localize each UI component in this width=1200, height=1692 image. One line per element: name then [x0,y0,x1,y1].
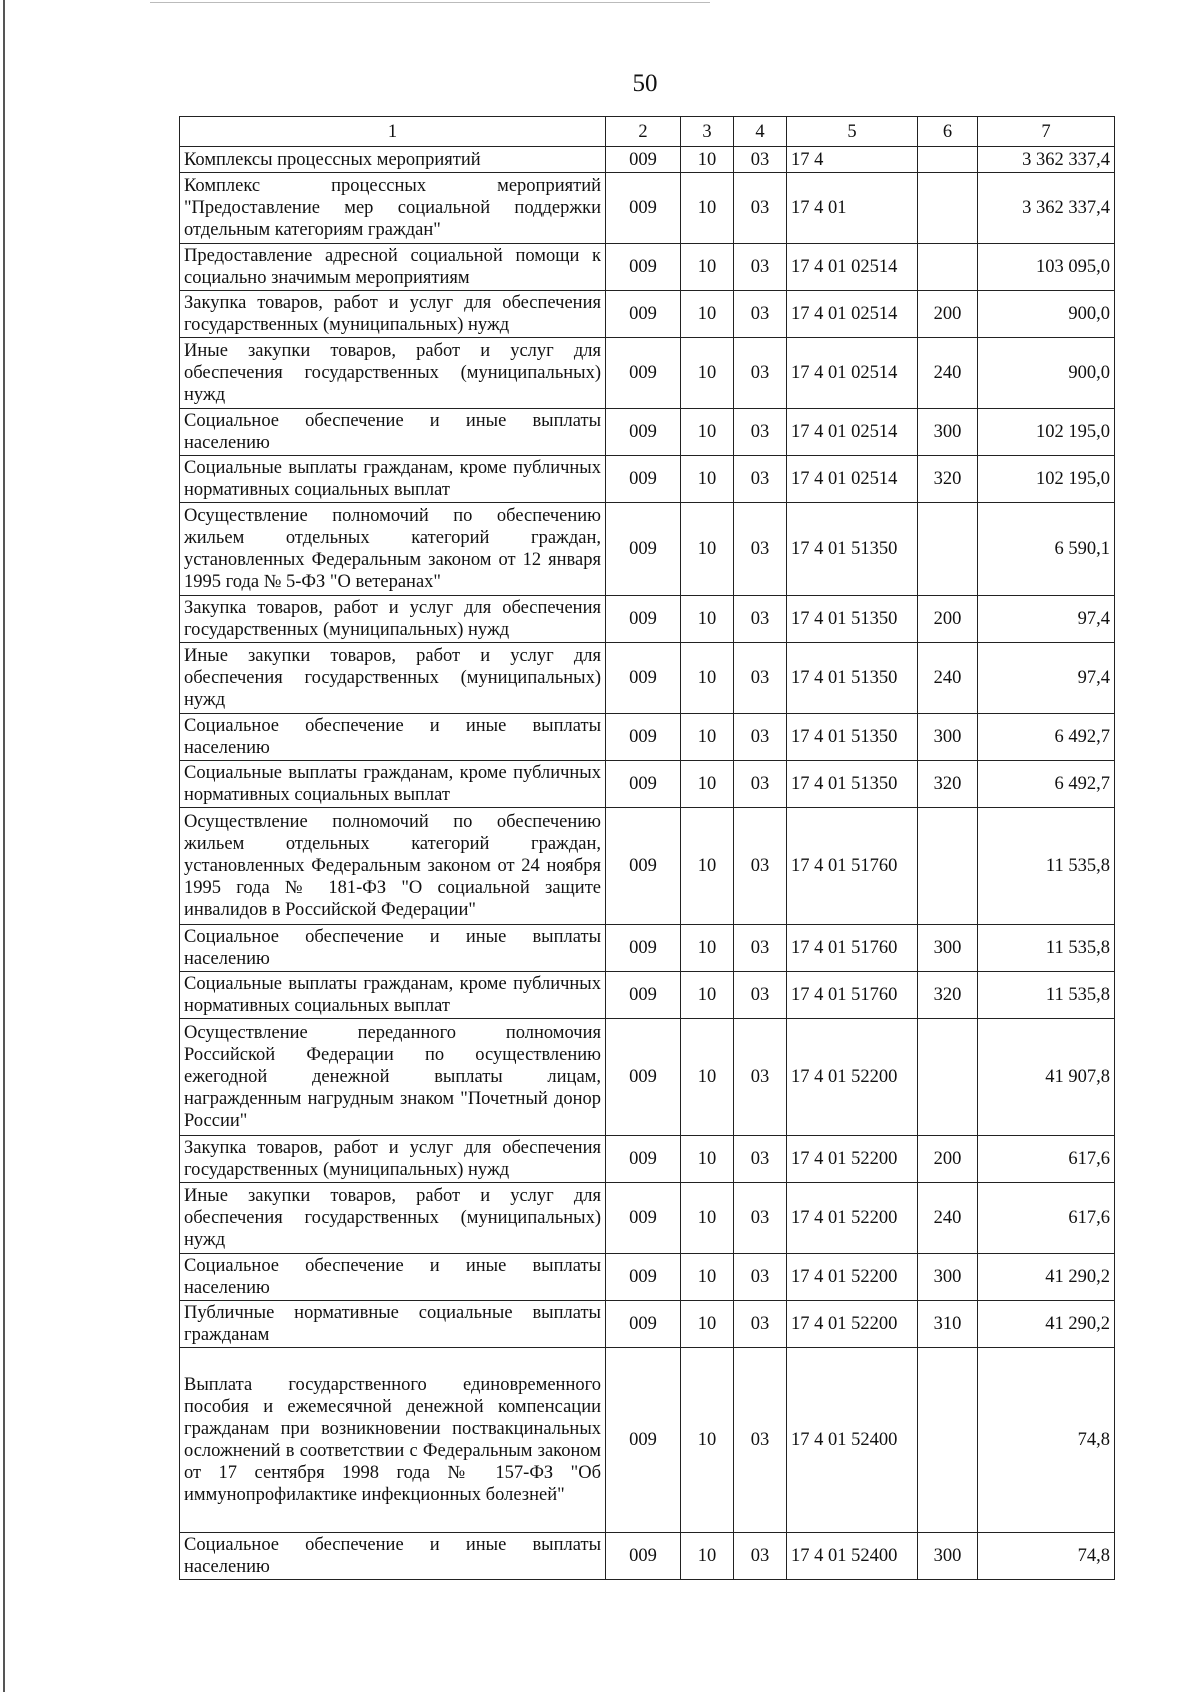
row-col-6: 320 [918,972,978,1019]
table-row [180,1183,1115,1254]
row-col-6 [918,244,978,291]
row-col-2: 009 [606,291,681,338]
row-col-2: 009 [606,808,681,925]
table-row [180,1136,1115,1183]
row-col-6 [918,147,978,173]
row-amount: 41 907,8 [978,1019,1115,1136]
row-col-6: 200 [918,1136,978,1183]
row-col-2: 009 [606,1348,681,1533]
scan-edge-top [150,2,710,3]
row-col-3: 10 [681,972,734,1019]
row-col-3: 10 [681,1136,734,1183]
row-amount: 41 290,2 [978,1301,1115,1348]
row-col-4: 03 [734,1136,787,1183]
row-code: 17 4 01 51350 [787,503,918,596]
row-code: 17 4 01 52400 [787,1533,918,1580]
row-col-3: 10 [681,1348,734,1533]
table-row [180,503,1115,596]
row-col-2: 009 [606,1183,681,1254]
row-col-2: 009 [606,761,681,808]
table-header-row [180,117,1115,147]
header-col-7: 7 [978,117,1115,147]
table-row [180,1533,1115,1580]
row-col-4: 03 [734,456,787,503]
row-name: Социальное обеспечение и иные выплаты населению [180,409,606,456]
row-col-2: 009 [606,173,681,244]
table-row [180,338,1115,409]
row-amount: 97,4 [978,596,1115,643]
row-col-6: 320 [918,456,978,503]
row-col-6 [918,808,978,925]
row-code: 17 4 01 02514 [787,291,918,338]
row-code: 17 4 01 52200 [787,1019,918,1136]
row-col-3: 10 [681,338,734,409]
row-code: 17 4 01 51350 [787,643,918,714]
row-code: 17 4 01 52200 [787,1301,918,1348]
row-code: 17 4 01 [787,173,918,244]
header-col-2: 2 [606,117,681,147]
row-name: Осуществление полномочий по обеспечению жильем отдельных категорий граждан, установленных Федеральным законом от 24 ноября 1995 года № 181-ФЗ "О социальной защите инвалидов в Российской Федерации" [180,808,606,925]
table-row [180,972,1115,1019]
row-col-6: 240 [918,643,978,714]
table-row [180,714,1115,761]
row-col-4: 03 [734,972,787,1019]
header-col-6: 6 [918,117,978,147]
row-col-6: 320 [918,761,978,808]
row-col-4: 03 [734,291,787,338]
row-name: Социальные выплаты гражданам, кроме публичных нормативных социальных выплат [180,456,606,503]
row-amount: 74,8 [978,1533,1115,1580]
row-col-3: 10 [681,643,734,714]
row-col-6: 310 [918,1301,978,1348]
row-col-2: 009 [606,714,681,761]
row-col-3: 10 [681,1183,734,1254]
row-col-2: 009 [606,596,681,643]
row-col-4: 03 [734,1183,787,1254]
table-row [180,808,1115,925]
row-col-3: 10 [681,808,734,925]
row-name: Комплекс процессных мероприятий "Предоставление мер социальной поддержки отдельным категориям граждан" [180,173,606,244]
row-col-2: 009 [606,925,681,972]
row-col-6: 300 [918,409,978,456]
row-name: Выплата государственного единовременного пособия и ежемесячной денежной компенсации гражданам при возникновении поствакцинальных осложнений в соответствии с Федеральным законом от 17 сентября 1998 года № 157-ФЗ "Об иммунопрофилактике инфекционных болезней" [180,1348,606,1533]
row-name: Предоставление адресной социальной помощи к социально значимым мероприятиям [180,244,606,291]
row-code: 17 4 01 51760 [787,925,918,972]
table-row [180,456,1115,503]
table-row [180,1348,1115,1533]
header-col-5: 5 [787,117,918,147]
row-amount: 103 095,0 [978,244,1115,291]
row-col-2: 009 [606,456,681,503]
row-col-6: 200 [918,291,978,338]
table-row [180,173,1115,244]
row-col-3: 10 [681,1533,734,1580]
row-code: 17 4 01 51350 [787,714,918,761]
row-col-4: 03 [734,596,787,643]
row-name: Социальные выплаты гражданам, кроме публичных нормативных социальных выплат [180,761,606,808]
row-code: 17 4 01 02514 [787,456,918,503]
row-col-2: 009 [606,1136,681,1183]
row-col-3: 10 [681,244,734,291]
row-code: 17 4 01 52400 [787,1348,918,1533]
row-col-2: 009 [606,1533,681,1580]
row-name: Закупка товаров, работ и услуг для обеспечения государственных (муниципальных) нужд [180,291,606,338]
row-col-3: 10 [681,147,734,173]
row-col-3: 10 [681,761,734,808]
row-col-6 [918,1019,978,1136]
row-col-6 [918,173,978,244]
row-col-6 [918,503,978,596]
row-col-3: 10 [681,1019,734,1136]
row-col-4: 03 [734,147,787,173]
row-amount: 3 362 337,4 [978,147,1115,173]
row-amount: 6 492,7 [978,714,1115,761]
row-col-2: 009 [606,1301,681,1348]
row-code: 17 4 01 52200 [787,1136,918,1183]
row-code: 17 4 01 51350 [787,596,918,643]
row-col-3: 10 [681,925,734,972]
row-code: 17 4 01 51760 [787,972,918,1019]
row-col-6: 200 [918,596,978,643]
header-col-3: 3 [681,117,734,147]
row-amount: 3 362 337,4 [978,173,1115,244]
row-code: 17 4 01 51760 [787,808,918,925]
row-name: Комплексы процессных мероприятий [180,147,606,173]
row-code: 17 4 01 52200 [787,1183,918,1254]
row-col-4: 03 [734,714,787,761]
row-code: 17 4 [787,147,918,173]
row-col-2: 009 [606,1254,681,1301]
row-name: Закупка товаров, работ и услуг для обеспечения государственных (муниципальных) нужд [180,596,606,643]
row-amount: 6 590,1 [978,503,1115,596]
table-row [180,1019,1115,1136]
row-col-4: 03 [734,173,787,244]
row-name: Осуществление полномочий по обеспечению жильем отдельных категорий граждан, установленных Федеральным законом от 12 января 1995 года № 5-ФЗ "О ветеранах" [180,503,606,596]
row-amount: 900,0 [978,291,1115,338]
row-col-4: 03 [734,1348,787,1533]
row-name: Иные закупки товаров, работ и услуг для обеспечения государственных (муниципальных) нужд [180,1183,606,1254]
row-amount: 102 195,0 [978,409,1115,456]
row-name: Иные закупки товаров, работ и услуг для обеспечения государственных (муниципальных) нужд [180,338,606,409]
row-col-3: 10 [681,596,734,643]
row-amount: 41 290,2 [978,1254,1115,1301]
table-row [180,1254,1115,1301]
table-row [180,147,1115,173]
page-number: 50 [632,70,658,97]
row-code: 17 4 01 51350 [787,761,918,808]
row-col-4: 03 [734,338,787,409]
row-col-4: 03 [734,244,787,291]
row-col-4: 03 [734,1533,787,1580]
table-row [180,643,1115,714]
row-amount: 97,4 [978,643,1115,714]
table-row [180,1301,1115,1348]
row-col-6: 240 [918,1183,978,1254]
row-amount: 6 492,7 [978,761,1115,808]
row-amount: 11 535,8 [978,925,1115,972]
row-amount: 11 535,8 [978,808,1115,925]
row-col-4: 03 [734,1254,787,1301]
row-col-4: 03 [734,1019,787,1136]
row-code: 17 4 01 02514 [787,409,918,456]
row-col-2: 009 [606,1019,681,1136]
row-col-3: 10 [681,503,734,596]
row-name: Публичные нормативные социальные выплаты гражданам [180,1301,606,1348]
row-col-3: 10 [681,1301,734,1348]
row-col-4: 03 [734,409,787,456]
table-row [180,409,1115,456]
row-name: Социальное обеспечение и иные выплаты населению [180,925,606,972]
row-amount: 900,0 [978,338,1115,409]
row-amount: 11 535,8 [978,972,1115,1019]
row-amount: 617,6 [978,1136,1115,1183]
header-col-4: 4 [734,117,787,147]
row-col-2: 009 [606,409,681,456]
row-amount: 102 195,0 [978,456,1115,503]
header-col-1: 1 [180,117,606,147]
row-col-2: 009 [606,147,681,173]
table-row [180,761,1115,808]
row-col-2: 009 [606,244,681,291]
row-col-2: 009 [606,643,681,714]
row-col-6: 300 [918,1254,978,1301]
row-code: 17 4 01 02514 [787,338,918,409]
row-col-3: 10 [681,1254,734,1301]
row-name: Социальные выплаты гражданам, кроме публичных нормативных социальных выплат [180,972,606,1019]
row-name: Осуществление переданного полномочия Российской Федерации по осуществлению ежегодной денежной выплаты лицам, награжденным нагрудным знаком "Почетный донор России" [180,1019,606,1136]
row-name: Социальное обеспечение и иные выплаты населению [180,714,606,761]
table-row [180,244,1115,291]
table-row [180,925,1115,972]
row-col-4: 03 [734,925,787,972]
row-code: 17 4 01 52200 [787,1254,918,1301]
row-name: Социальное обеспечение и иные выплаты населению [180,1254,606,1301]
row-col-6: 300 [918,1533,978,1580]
row-col-3: 10 [681,291,734,338]
row-col-3: 10 [681,409,734,456]
row-name: Закупка товаров, работ и услуг для обеспечения государственных (муниципальных) нужд [180,1136,606,1183]
row-col-4: 03 [734,643,787,714]
row-col-3: 10 [681,173,734,244]
table-row [180,291,1115,338]
row-col-2: 009 [606,338,681,409]
row-name: Социальное обеспечение и иные выплаты населению [180,1533,606,1580]
row-amount: 74,8 [978,1348,1115,1533]
budget-table [179,116,1115,1580]
row-name: Иные закупки товаров, работ и услуг для обеспечения государственных (муниципальных) нужд [180,643,606,714]
row-col-3: 10 [681,714,734,761]
row-col-2: 009 [606,503,681,596]
row-col-4: 03 [734,761,787,808]
row-col-4: 03 [734,503,787,596]
row-col-6: 300 [918,925,978,972]
row-col-6 [918,1348,978,1533]
row-col-4: 03 [734,1301,787,1348]
scan-edge-left [3,0,5,1692]
row-col-6: 240 [918,338,978,409]
row-col-2: 009 [606,972,681,1019]
row-amount: 617,6 [978,1183,1115,1254]
row-col-3: 10 [681,456,734,503]
row-code: 17 4 01 02514 [787,244,918,291]
table-row [180,596,1115,643]
row-col-4: 03 [734,808,787,925]
row-col-6: 300 [918,714,978,761]
